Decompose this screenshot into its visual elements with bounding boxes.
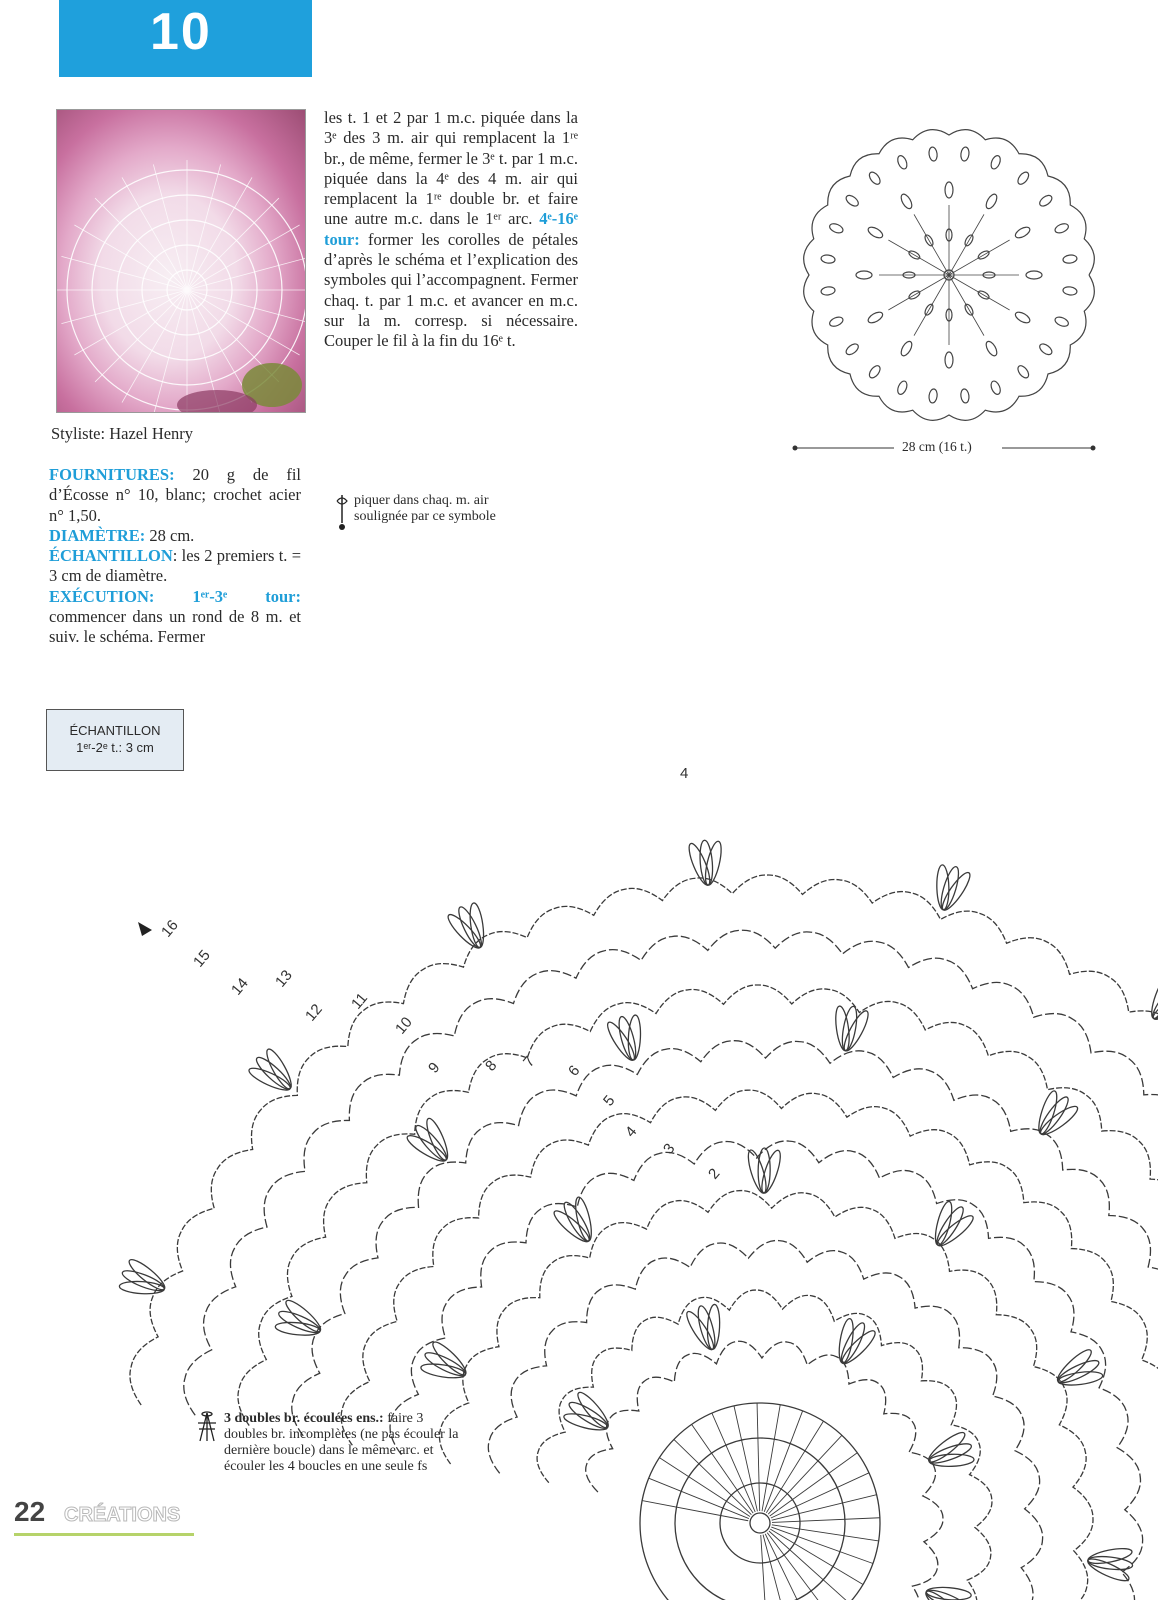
overview-outer-petal: [960, 388, 970, 403]
chart-stitch-spoke: [649, 1478, 749, 1518]
overview-outer-petal: [828, 315, 844, 328]
overview-spoke: [949, 214, 984, 275]
chart-petal-cluster: [920, 1197, 978, 1258]
start-arrow-icon: [138, 922, 152, 936]
round-number-label: 8: [482, 1057, 501, 1075]
chart-ring: [640, 1403, 880, 1600]
round-number-label: 6: [565, 1062, 584, 1080]
doily-photo: [56, 109, 306, 413]
overview-petal: [1014, 310, 1032, 325]
overview-outer-petal: [844, 342, 860, 357]
chart-stitch-spoke: [772, 1495, 877, 1520]
overview-outer-petal: [928, 147, 938, 162]
sample-box-value: 1ᵉʳ-2ᵉ t.: 3 cm: [76, 740, 154, 755]
overview-spoke: [914, 214, 949, 275]
chart-petal-cluster: [917, 1573, 975, 1600]
chart-petal-cluster: [921, 1427, 978, 1480]
chart-petal-cluster: [1024, 1086, 1083, 1147]
chart-chain-round: [439, 1191, 1093, 1600]
overview-petal: [1014, 225, 1032, 240]
sample-text: : les 2 premiers t. = 3 cm de diamètre.: [49, 546, 301, 586]
overview-outer-petal: [867, 364, 882, 380]
overview-outer-petal: [1062, 286, 1077, 296]
round-number-label: 11: [348, 989, 372, 1013]
chart-ring: [750, 1513, 770, 1533]
chart-stitch-spoke: [763, 1535, 790, 1600]
execution-text: commencer dans un rond de 8 m. et suiv. le schéma. Fermer: [49, 607, 301, 647]
overview-outer-petal: [896, 154, 909, 170]
rounds-label: 1ᵉʳ-3ᵉ tour:: [154, 586, 301, 606]
chart-stitch-spoke: [659, 1458, 750, 1517]
execution-label: EXÉCUTION:: [49, 586, 155, 606]
round-number-label: 7: [520, 1053, 539, 1071]
overview-petal: [899, 192, 914, 210]
supplies-label: FOURNITURES:: [49, 465, 175, 484]
overview-outer-petal: [928, 388, 938, 403]
legend-treble-label: 3 doubles br. écoulées ens.:: [224, 1411, 384, 1426]
round-number-label: 4: [622, 1123, 641, 1141]
overview-petal: [945, 352, 953, 368]
doily-photo-icon: [57, 110, 305, 412]
instructions-right: [324, 108, 578, 352]
sample-box-title: ÉCHANTILLON: [69, 723, 161, 738]
overview-spoke: [888, 275, 949, 310]
overview-petal: [856, 271, 872, 279]
chart-petal-cluster: [826, 1003, 873, 1056]
chart-chain-round: [238, 985, 1158, 1600]
footer-rule: [14, 1533, 194, 1536]
chart-stitch-spoke: [772, 1518, 880, 1523]
overview-petal: [899, 340, 914, 358]
overview-outer-petal: [1062, 254, 1077, 264]
chart-petal-cluster: [549, 1192, 607, 1252]
chart-petal-cluster: [924, 861, 975, 917]
overview-outer-petal: [821, 254, 836, 264]
overview-outer-petal: [867, 170, 882, 186]
overview-outer-petal: [896, 380, 909, 396]
chart-stitch-spoke: [642, 1501, 748, 1521]
instructions-text-p1: les t. 1 et 2 par 1 m.c. piquée dans la 3ᵉ des 3 m. air qui remplacent la 1ʳᵉ br., de même, fermer le 3ᵉ t. par 1 m.c. piquée dans la 4ᵉ des 4 m. air qui remplacent la 1ʳᵉ double br. et faire une autre m.c. dans le 1ᵉʳ arc.: [324, 108, 578, 229]
overview-petal: [866, 225, 884, 240]
inner-marker-label: 4: [680, 765, 689, 782]
scale-label: 28 cm (16 t.): [902, 439, 972, 454]
chart-petal-cluster: [603, 1011, 653, 1067]
overview-outer-petal: [1016, 364, 1031, 380]
overview-spoke: [914, 275, 949, 336]
magazine-logo: CRÉATIONS: [64, 1504, 181, 1526]
overview-petal: [1026, 271, 1042, 279]
legend-treble-text: [224, 1411, 464, 1475]
overview-outer-petal: [989, 380, 1002, 396]
chart-stitch-spoke: [761, 1535, 768, 1600]
overview-outer-petal: [1038, 193, 1054, 208]
overview-petal: [866, 310, 884, 325]
overview-outer-petal: [1038, 342, 1054, 357]
treble-cluster-icon: [196, 1411, 218, 1445]
round-number-label: 10: [392, 1013, 416, 1038]
overview-outer-petal: [821, 286, 836, 296]
round-range-label: 4ᵉ-16ᵉ tour:: [324, 209, 578, 249]
stylist-credit: Styliste: Hazel Henry: [51, 424, 194, 443]
chart-stitch-spoke: [767, 1533, 832, 1600]
diameter-label: DIAMÈTRE:: [49, 525, 146, 545]
overview-outer-petal: [960, 147, 970, 162]
round-number-label: 15: [190, 946, 214, 971]
round-number-label: 12: [302, 1000, 326, 1025]
round-number-label: 2: [705, 1165, 724, 1183]
overview-spoke: [949, 240, 1010, 275]
round-number-label: 13: [272, 966, 296, 991]
overview-diagram: [800, 128, 1100, 428]
overview-spoke: [949, 275, 1010, 310]
round-number-label: 9: [425, 1059, 444, 1077]
legend-pierce-text: piquer dans chaq. m. air soulignée par ce symbole: [354, 493, 496, 524]
overview-outer-petal: [828, 222, 844, 235]
instructions-text-p2: former les corolles de pétales d’après le schéma et l’explication des symboles qui l’accompagnent. Fermer chaq. t. par 1 m.c. et avancer en m.c. sur la m. corresp. si nécessaire. Couper le fil à la fin du 16ᵉ t.: [324, 229, 578, 351]
legend-treble-desc: faire 3 doubles br. incomplètes (ne pas écouler la dernière boucle) dans le même arc. et écouler les 4 boucles en une seule fs: [224, 1411, 459, 1474]
chart-stitch-spoke: [770, 1529, 863, 1584]
pattern-number: 10: [150, 3, 212, 61]
chart-petal-cluster: [824, 1314, 880, 1374]
sample-label: ÉCHANTILLON: [49, 546, 173, 566]
chart-petal-cluster: [685, 839, 728, 889]
chart-ring: [720, 1483, 800, 1563]
chart-petal-cluster: [1137, 971, 1158, 1032]
page-number: 22: [14, 1496, 46, 1527]
overview-spoke: [888, 240, 949, 275]
supplies-text: 20 g de fil d’Écosse n° 10, blanc; crochet acier n° 1,50.: [49, 465, 301, 525]
chart-stitch-spoke: [734, 1406, 757, 1511]
chart-stitch-spoke: [765, 1534, 812, 1600]
chart-petal-cluster: [443, 898, 499, 957]
diameter-text: 28 cm.: [145, 525, 195, 545]
round-number-label: 16: [158, 916, 182, 941]
overview-outer-petal: [1054, 315, 1070, 328]
round-number-label: 5: [600, 1092, 619, 1110]
chart-chain-round: [488, 1241, 1042, 1600]
overview-spoke: [949, 275, 984, 336]
overview-outer-petal: [1054, 222, 1070, 235]
chart-petal-cluster: [271, 1295, 330, 1350]
round-number-label: 3: [660, 1140, 679, 1158]
chart-petal-cluster: [402, 1113, 462, 1174]
overview-petal: [945, 182, 953, 198]
chart-chain-round: [184, 930, 1158, 1600]
overview-petal: [984, 340, 999, 358]
chart-stitch-spoke: [757, 1403, 760, 1511]
chart-chain-round: [537, 1290, 992, 1600]
overview-outer-petal: [844, 193, 860, 208]
chart-petal-cluster: [559, 1387, 620, 1445]
chart-petal-cluster: [1048, 1344, 1107, 1400]
overview-outer-petal: [989, 154, 1002, 170]
chart-petal-cluster: [744, 1148, 784, 1195]
overview-outer-petal: [1016, 170, 1031, 186]
chart-chain-round: [586, 1341, 943, 1600]
overview-petal: [984, 192, 999, 210]
chart-ring: [675, 1438, 845, 1600]
round-number-label: 14: [228, 974, 252, 999]
